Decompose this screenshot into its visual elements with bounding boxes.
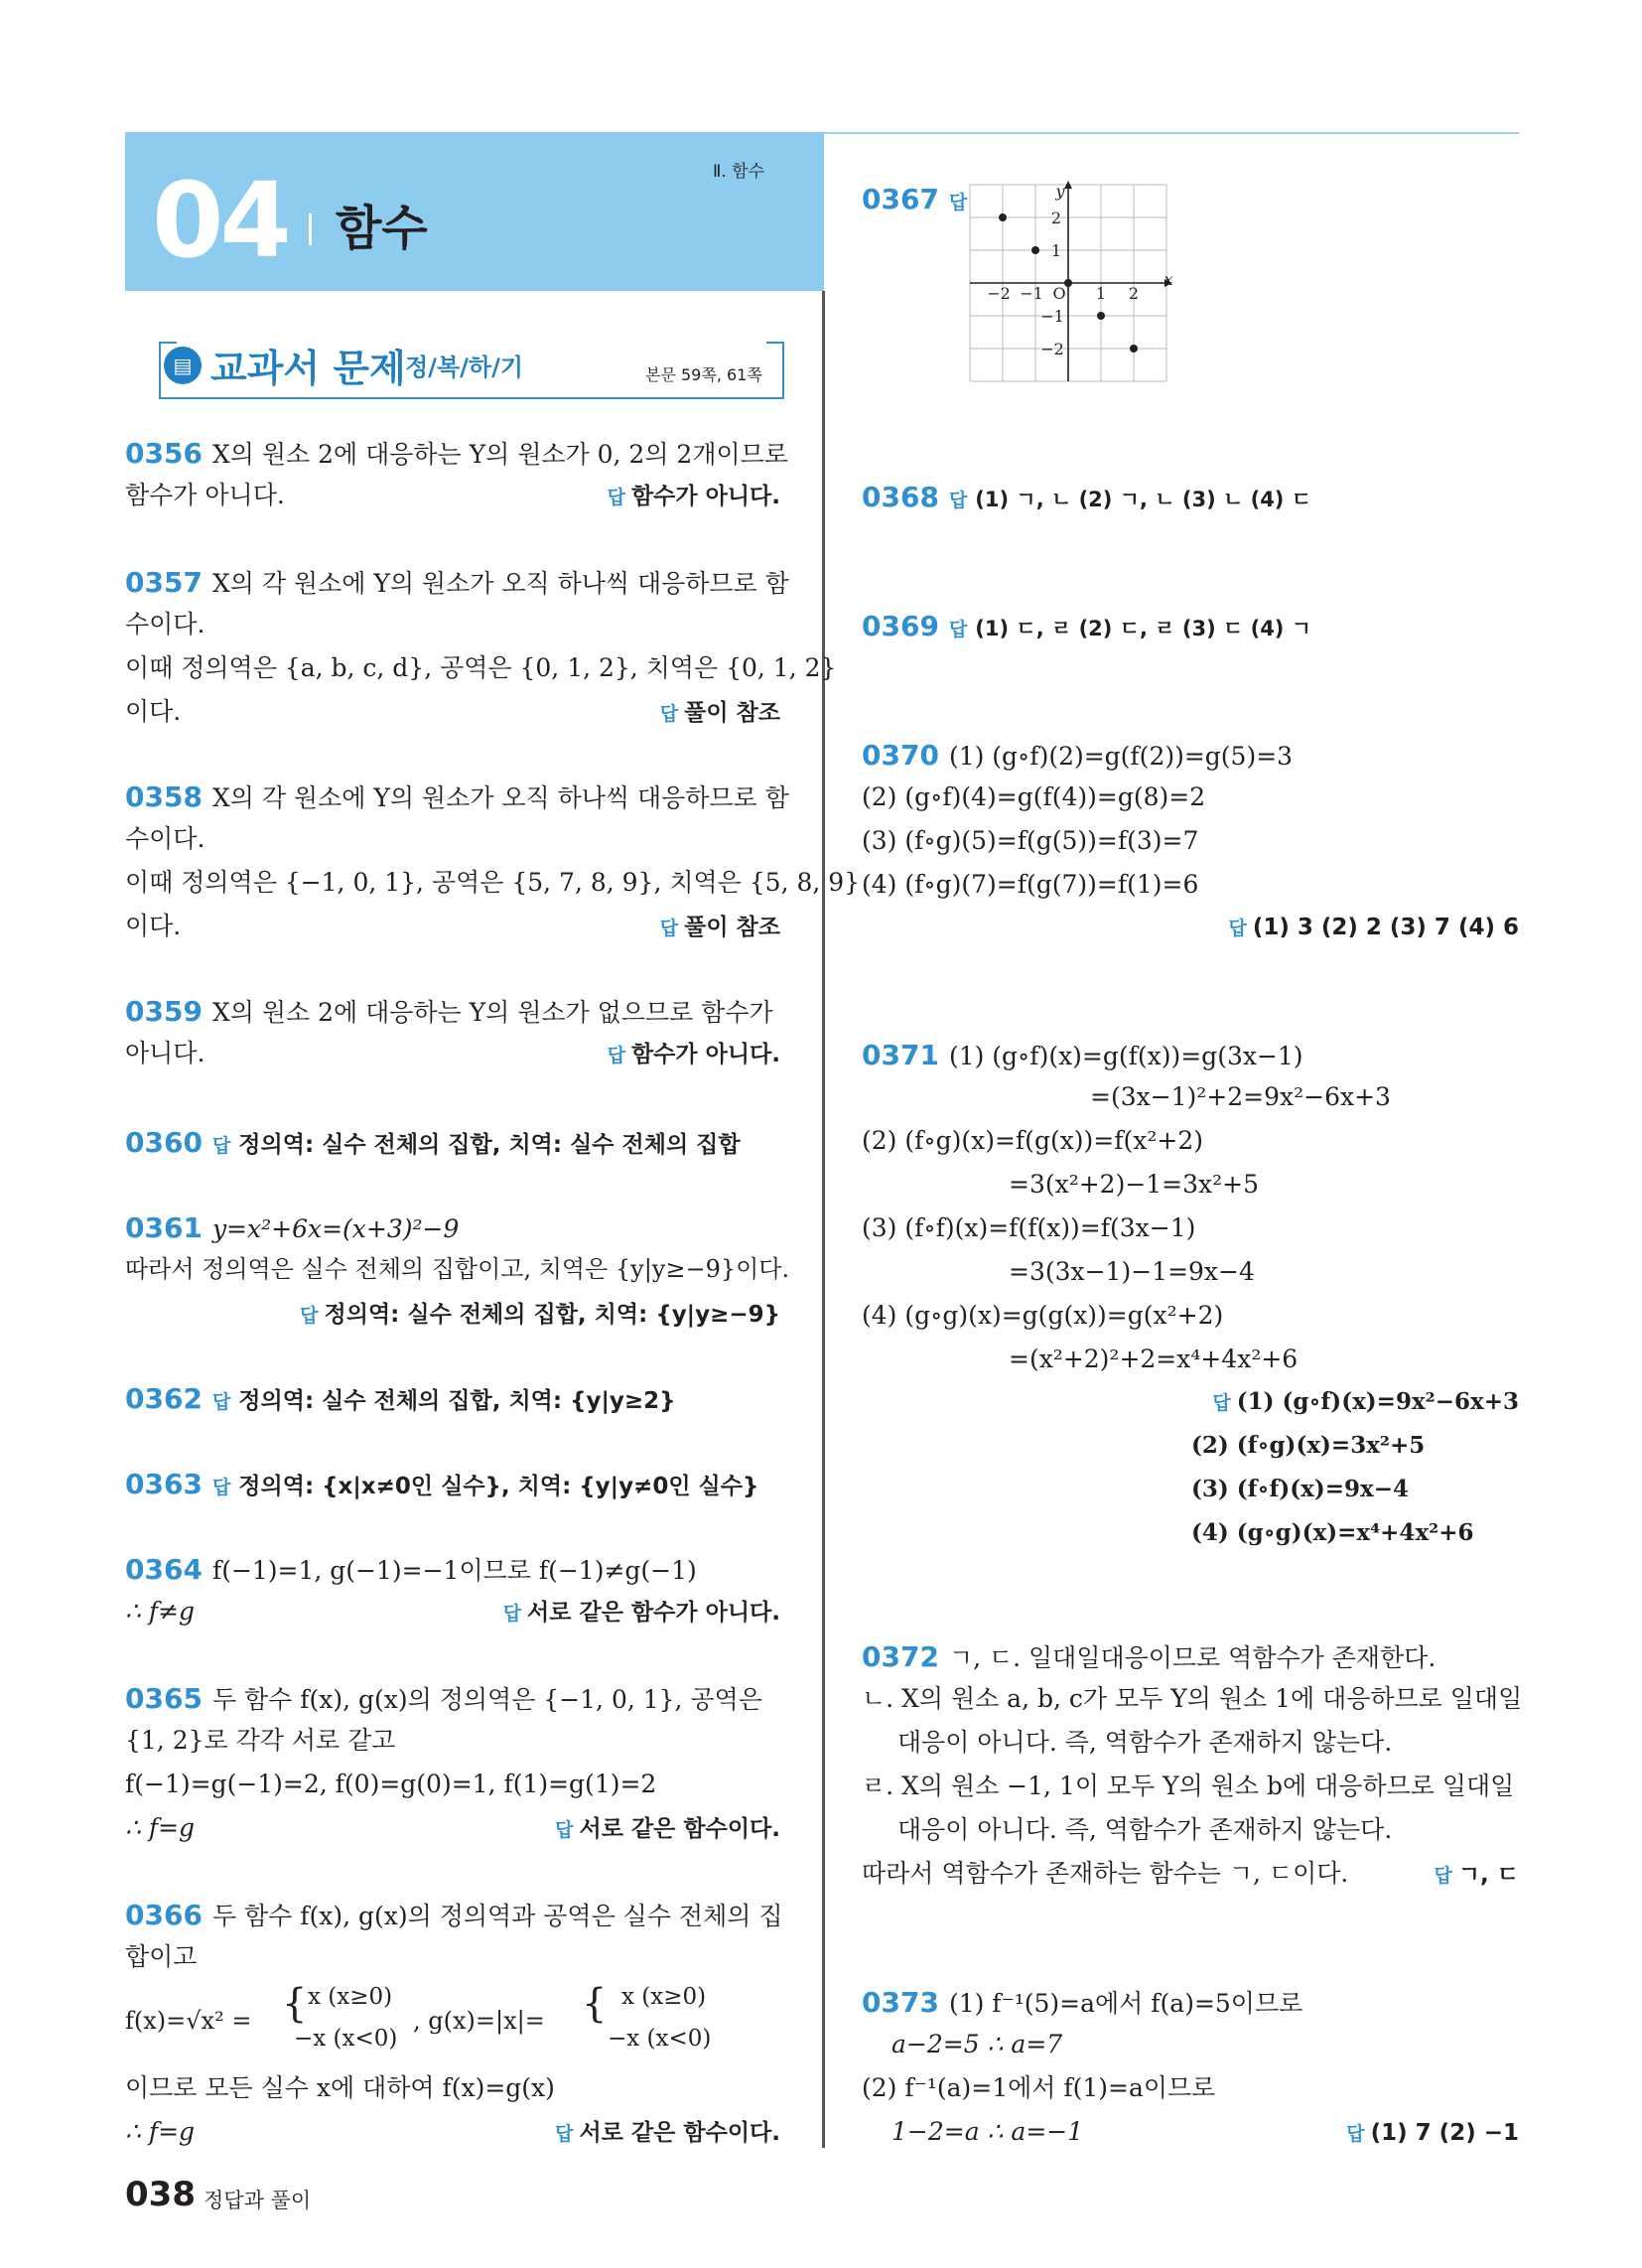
g-definition: , g(x)=|x|= <box>413 2007 545 2035</box>
page-number: 038 <box>125 2175 196 2214</box>
problem-0363: 0363 답 정의역: {x|x≠0인 실수}, 치역: {y|y≠0인 실수} <box>125 1468 759 1500</box>
brace: { <box>582 1981 608 2027</box>
problem-line: (2) f⁻¹(a)=1에서 f(1)=a이므로 <box>862 2073 1216 2102</box>
graph-0367 <box>969 182 1173 383</box>
y-tick-label: 2 <box>1050 209 1062 227</box>
x-tick-label: 1 <box>1095 284 1107 303</box>
problem-0356: 0356 X의 원소 2에 대응하는 Y의 원소가 0, 2의 2개이므로 <box>125 437 788 470</box>
x-tick-label: −2 <box>987 284 1011 303</box>
problem-line: =(3x−1)²+2=9x²−6x+3 <box>1090 1082 1391 1111</box>
problem-0369: 0369 답 (1) ㄷ, ㄹ (2) ㄷ, ㄹ (3) ㄷ (4) ㄱ <box>862 610 1311 642</box>
case-line: −x (x<0) <box>608 2026 712 2052</box>
y-tick-label: 1 <box>1050 241 1062 260</box>
book-icon: ▤ <box>164 347 202 384</box>
problem-number: 0357 <box>125 566 203 599</box>
textbook-page-ref: 본문 59쪽, 61쪽 <box>645 365 762 384</box>
problem-0367: 0367 답 <box>862 183 968 215</box>
problem-number: 0372 <box>862 1640 939 1673</box>
case-line: x (x≥0) <box>621 1984 707 2010</box>
graph-point <box>1031 246 1039 254</box>
answer-0371-1: 답 (1) (g∘f)(x)=9x²−6x+3 <box>1212 1388 1519 1415</box>
problem-line: 수이다. <box>125 824 205 853</box>
graph-point <box>1064 279 1072 287</box>
problem-line: 함수가 아니다. <box>125 481 285 509</box>
section-label: Ⅱ. 함수 <box>713 162 765 182</box>
answer-0357: 답 풀이 참조 <box>659 700 780 726</box>
y-tick-label: −1 <box>1040 307 1064 326</box>
case-line: −x (x<0) <box>294 2026 398 2052</box>
problem-0358: 0358 X의 각 원소에 Y의 원소가 오직 하나씩 대응하므로 함 <box>125 780 789 813</box>
graph-point <box>999 213 1007 221</box>
origin-label: O <box>1052 284 1066 303</box>
answer-0370: 답 (1) 3 (2) 2 (3) 7 (4) 6 <box>1228 915 1519 940</box>
problem-number: 0369 <box>862 610 939 642</box>
x-axis-label: x <box>1163 270 1173 289</box>
problem-0366: 0366 두 함수 f(x), g(x)의 정의역과 공역은 실수 전체의 집 <box>125 1899 783 1931</box>
x-tick-label: −1 <box>1020 284 1043 303</box>
answer-0366: 답 서로 같은 함수이다. <box>555 2120 780 2146</box>
f-definition: f(x)=√x² = <box>125 2007 252 2035</box>
graph-point <box>1130 345 1138 353</box>
problem-line: 아니다. <box>125 1039 205 1067</box>
problem-number: 0370 <box>862 739 939 772</box>
footer-label: 정답과 풀이 <box>204 2189 312 2212</box>
y-tick-label: −2 <box>1040 340 1064 358</box>
answer-0364: 답 서로 같은 함수가 아니다. <box>502 1600 780 1626</box>
chapter-number: 04 <box>152 160 288 281</box>
problem-line: f(−1)=g(−1)=2, f(0)=g(0)=1, f(1)=g(1)=2 <box>125 1770 657 1798</box>
top-rule <box>824 132 1519 134</box>
chapter-separator <box>309 213 312 245</box>
problem-number: 0367 <box>862 183 939 215</box>
problem-line: 대응이 아니다. 즉, 역함수가 존재하지 않는다. <box>897 1815 1393 1844</box>
problem-line: 따라서 역함수가 존재하는 함수는 ㄱ, ㄷ이다. <box>862 1859 1349 1888</box>
answer-0371-3: (3) (f∘f)(x)=9x−4 <box>1191 1476 1409 1502</box>
problem-line: ∴ f≠g <box>125 1597 196 1626</box>
problem-0368: 0368 답 (1) ㄱ, ㄴ (2) ㄱ, ㄴ (3) ㄴ (4) ㄷ <box>862 481 1311 513</box>
chapter-title: 함수 <box>336 201 428 256</box>
problem-number: 0371 <box>862 1039 939 1071</box>
answer-0371-4: (4) (g∘g)(x)=x⁴+4x²+6 <box>1191 1519 1474 1546</box>
problem-0373: 0373 (1) f⁻¹(5)=a에서 f(a)=5이므로 <box>862 1986 1303 2019</box>
problem-line: ∴ f=g <box>125 1813 196 1842</box>
problem-0371: 0371 (1) (g∘f)(x)=g(f(x))=g(3x−1) <box>862 1039 1303 1071</box>
problem-number: 0363 <box>125 1468 203 1500</box>
problem-line: 이때 정의역은 {−1, 0, 1}, 공역은 {5, 7, 8, 9}, 치역은 {5, 8, 9} <box>125 868 861 897</box>
problem-number: 0361 <box>125 1211 203 1244</box>
problem-number: 0373 <box>862 1986 939 2019</box>
problem-line: (3) (f∘f)(x)=f(f(x))=f(3x−1) <box>862 1213 1196 1242</box>
problem-line: 수이다. <box>125 610 205 638</box>
problem-line: (2) (f∘g)(x)=f(g(x))=f(x²+2) <box>862 1126 1203 1155</box>
answer-0372: 답 ㄱ, ㄷ <box>1434 1862 1519 1888</box>
problem-line: (4) (f∘g)(7)=f(g(7))=f(1)=6 <box>862 870 1199 899</box>
problem-0364: 0364 f(−1)=1, g(−1)=−1이므로 f(−1)≠g(−1) <box>125 1553 697 1586</box>
answer-0356: 답 함수가 아니다. <box>607 484 780 509</box>
problem-line: ㄹ. X의 원소 −1, 1이 모두 Y의 원소 b에 대응하므로 일대일 <box>862 1772 1515 1800</box>
problem-0361: 0361 y=x²+6x=(x+3)²−9 <box>125 1211 460 1244</box>
answer-0373: 답 (1) 7 (2) −1 <box>1346 2120 1519 2146</box>
problem-number: 0358 <box>125 780 203 813</box>
problem-number: 0368 <box>862 481 939 513</box>
answer-0365: 답 서로 같은 함수이다. <box>555 1816 780 1842</box>
problem-number: 0365 <box>125 1682 203 1715</box>
problem-0370: 0370 (1) (g∘f)(2)=g(f(2))=g(5)=3 <box>862 739 1294 772</box>
problem-0365: 0365 두 함수 f(x), g(x)의 정의역은 {−1, 0, 1}, 공역은 <box>125 1682 762 1715</box>
graph-point <box>1097 312 1105 320</box>
tick-labels <box>987 182 1172 358</box>
problem-number: 0360 <box>125 1126 203 1159</box>
problem-line: a−2=5 ∴ a=7 <box>891 2030 1063 2058</box>
problem-line: 따라서 정의역은 실수 전체의 집합이고, 치역은 {y|y≥−9}이다. <box>125 1255 790 1283</box>
problem-line: (4) (g∘g)(x)=g(g(x))=g(x²+2) <box>862 1301 1224 1330</box>
problem-line: {1, 2}로 각각 서로 같고 <box>125 1726 396 1755</box>
problem-line: (3) (f∘g)(5)=f(g(5))=f(3)=7 <box>862 826 1199 855</box>
problem-line: =(x²+2)²+2=x⁴+4x²+6 <box>1009 1345 1299 1373</box>
answer-0358: 답 풀이 참조 <box>659 915 780 940</box>
problem-0359: 0359 X의 원소 2에 대응하는 Y의 원소가 없으므로 함수가 <box>125 995 773 1028</box>
problem-number: 0359 <box>125 995 203 1028</box>
problem-line: 대응이 아니다. 즉, 역함수가 존재하지 않는다. <box>897 1728 1393 1757</box>
answer-0371-2: (2) (f∘g)(x)=3x²+5 <box>1191 1432 1426 1459</box>
problem-line: ㄴ. X의 원소 a, b, c가 모두 Y의 원소 1에 대응하므로 일대일 <box>862 1684 1523 1713</box>
textbook-box-subtitle: 정/복/하/기 <box>405 354 524 381</box>
problem-number: 0366 <box>125 1899 203 1931</box>
problem-line: 합이고 <box>125 1942 198 1971</box>
problem-0372: 0372 ㄱ, ㄷ. 일대일대응이므로 역함수가 존재한다. <box>862 1640 1437 1673</box>
problem-0357: 0357 X의 각 원소에 Y의 원소가 오직 하나씩 대응하므로 함 <box>125 566 789 599</box>
brace: { <box>282 1981 308 2027</box>
problem-line: 이다. <box>125 912 182 940</box>
problem-line: =3(3x−1)−1=9x−4 <box>1009 1257 1255 1286</box>
textbook-box-title: 교과서 문제 <box>210 347 406 390</box>
problem-line: 1−2=a ∴ a=−1 <box>891 2117 1084 2146</box>
answer-0359: 답 함수가 아니다. <box>607 1042 780 1067</box>
answer-0361: 답 정의역: 실수 전체의 집합, 치역: {y|y≥−9} <box>300 1302 780 1328</box>
case-line: x (x≥0) <box>308 1984 393 2010</box>
problem-line: =3(x²+2)−1=3x²+5 <box>1009 1170 1260 1199</box>
problem-line: 이때 정의역은 {a, b, c, d}, 공역은 {0, 1, 2}, 치역은 {0, 1, 2} <box>125 653 837 682</box>
column-divider <box>822 291 825 2148</box>
problem-number: 0362 <box>125 1382 203 1415</box>
problem-0360: 0360 답 정의역: 실수 전체의 집합, 치역: 실수 전체의 집합 <box>125 1126 741 1159</box>
problem-line: 이므로 모든 실수 x에 대하여 f(x)=g(x) <box>125 2073 555 2102</box>
y-axis-label: y <box>1055 182 1065 201</box>
problem-number: 0364 <box>125 1553 203 1586</box>
problem-number: 0356 <box>125 437 203 470</box>
x-tick-label: 2 <box>1128 284 1140 303</box>
problem-line: ∴ f=g <box>125 2117 196 2146</box>
problem-0362: 0362 답 정의역: 실수 전체의 집합, 치역: {y|y≥2} <box>125 1382 676 1415</box>
problem-line: 이다. <box>125 697 182 726</box>
problem-line: (2) (g∘f)(4)=g(f(4))=g(8)=2 <box>862 782 1206 811</box>
